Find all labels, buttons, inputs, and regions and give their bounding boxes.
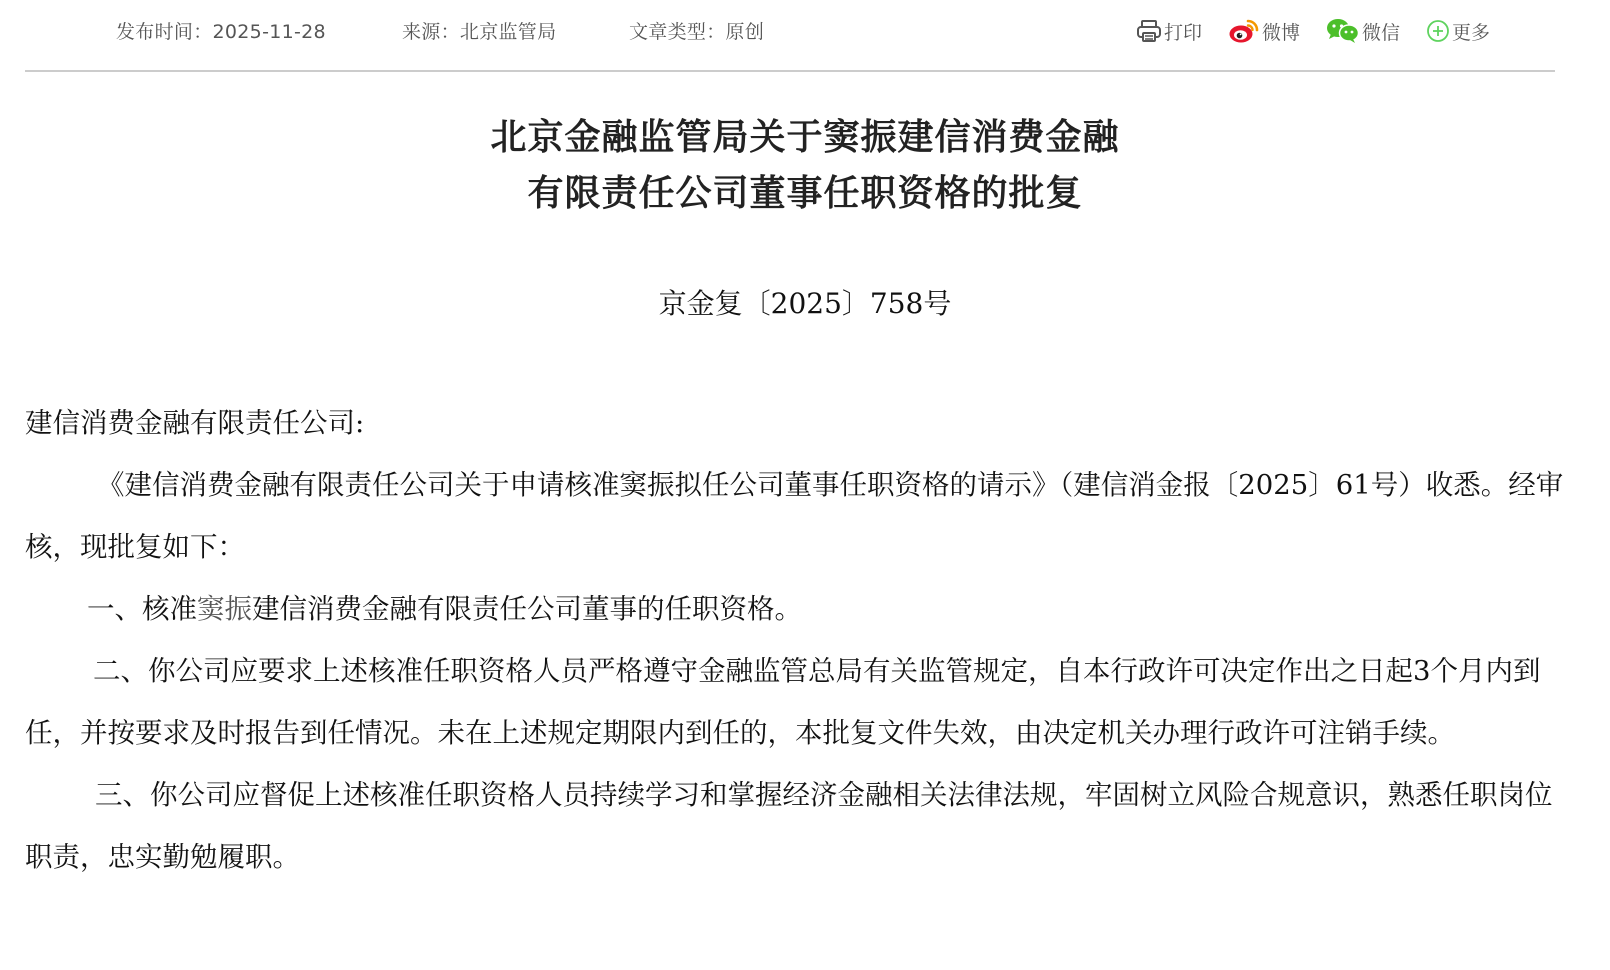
intro-paragraph: 《建信消费金融有限责任公司关于申请核准窦振拟任公司董事任职资格的请示》（建信消金报〔2025〕61号）收悉。经审核，现批复如下： <box>25 469 1564 563</box>
document-number: 京金复〔2025〕758号 <box>658 287 952 320</box>
more-label: 更多 <box>1452 21 1491 44</box>
more-share-button[interactable] <box>1426 18 1490 45</box>
item-3-paragraph: 三、你公司应督促上述核准任职资格人员持续学习和掌握经济金融相关法律法规，牢固树立风险合规意识，熟悉任职岗位职责，忠实勤勉履职。 <box>25 779 1553 873</box>
print-label: 打印 <box>1164 21 1203 44</box>
weibo-label: 微博 <box>1262 21 1301 44</box>
share-toolbar <box>1136 16 1490 46</box>
source-value: 北京监管局 <box>459 21 557 43</box>
appointee-name: 窦振 <box>197 593 252 625</box>
article-source <box>402 17 556 44</box>
publish-date-label: 发布时间： <box>116 21 213 43</box>
weibo-share-button[interactable] <box>1228 18 1300 45</box>
item-1-paragraph <box>25 578 1570 640</box>
plus-circle-icon <box>1426 19 1450 43</box>
wechat-share-button[interactable] <box>1326 18 1400 45</box>
publish-date <box>116 17 326 44</box>
type-value: 原创 <box>725 21 765 43</box>
print-button[interactable] <box>1136 18 1202 45</box>
weibo-icon <box>1228 18 1260 44</box>
wechat-icon <box>1326 18 1360 44</box>
title-line-1: 北京金融监管局关于窦振建信消费金融 <box>490 117 1120 158</box>
item-1-suffix: 建信消费金融有限责任公司董事的任职资格。 <box>252 593 802 625</box>
publish-date-value: 2025-11-28 <box>212 21 326 43</box>
wechat-label: 微信 <box>1362 21 1401 44</box>
article-type <box>629 17 764 44</box>
document-title <box>0 110 1610 222</box>
item-2-paragraph: 二、你公司应要求上述核准任职资格人员严格遵守金融监管总局有关监管规定，自本行政许可决定作出之日起3个月内到任，并按要求及时报告到任情况。未在上述规定期限内到任的，本批复文件失效，由决定机关办理行政许可注销手续。 <box>25 655 1541 749</box>
document-body <box>25 392 1570 888</box>
title-line-2: 有限责任公司董事任职资格的批复 <box>527 173 1083 214</box>
type-label: 文章类型： <box>629 21 726 43</box>
article-meta-bar <box>0 0 1610 62</box>
item-1-prefix: 一、核准 <box>87 593 197 625</box>
printer-icon <box>1136 19 1162 43</box>
source-label: 来源： <box>402 21 460 43</box>
header-divider <box>25 70 1555 72</box>
addressee: 建信消费金融有限责任公司: <box>25 407 365 439</box>
